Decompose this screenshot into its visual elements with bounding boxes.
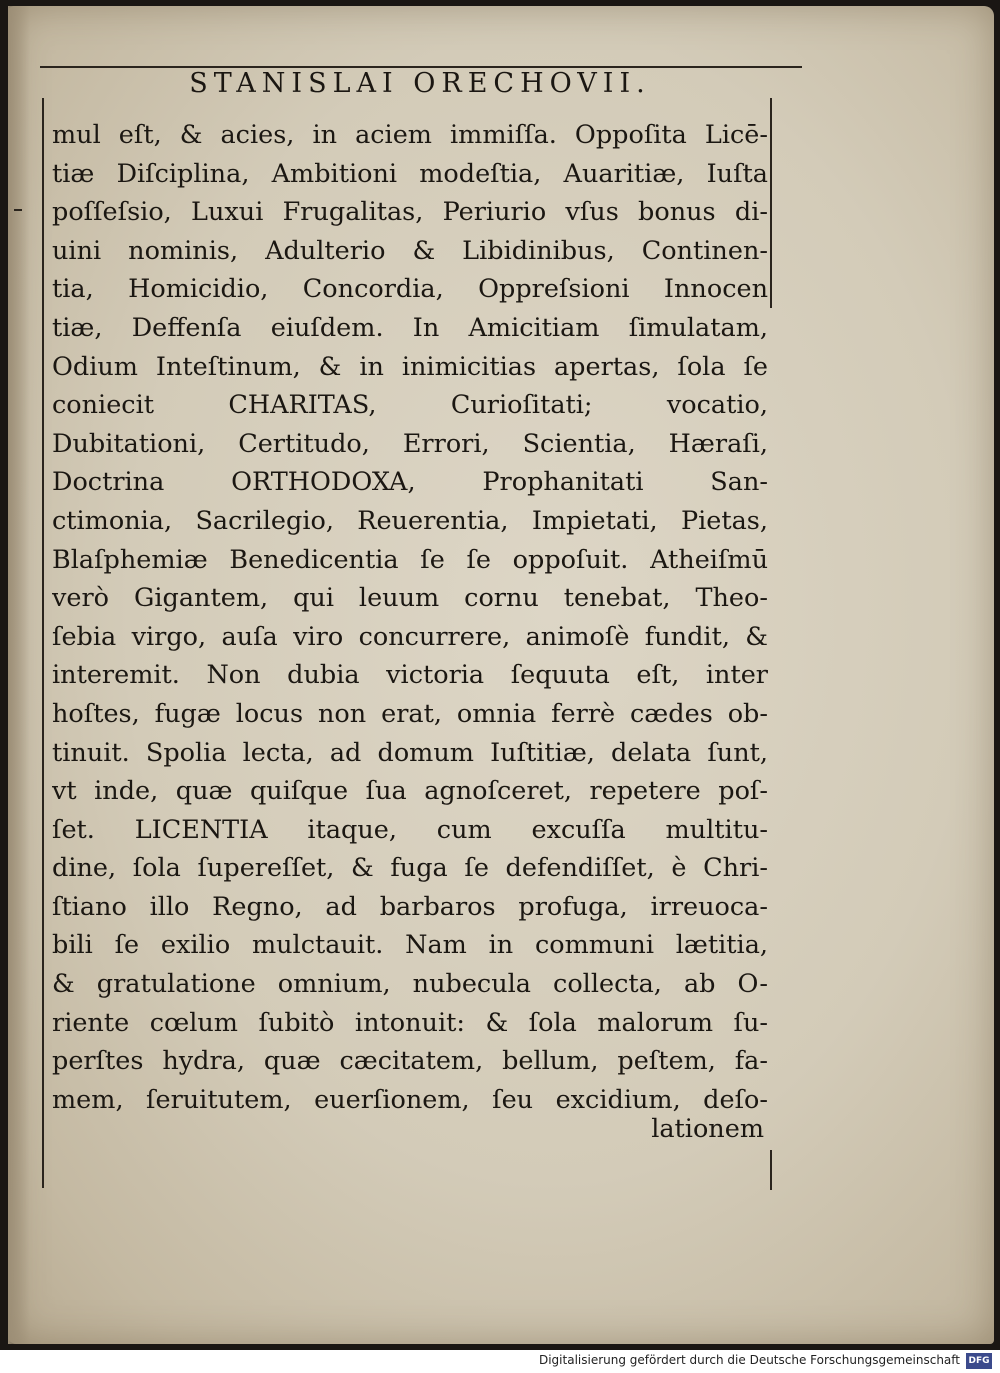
binding-gutter bbox=[8, 6, 30, 1344]
text-line: Blaſphemiæ Benedicentia ſe ſe oppoſuit. Atheiſmū bbox=[52, 544, 768, 575]
text-line: Doctrina ORTHODOXA, Prophanitati San- bbox=[52, 467, 768, 498]
text-line: tia, Homicidio, Concordia, Oppreſsioni Innocen bbox=[52, 274, 768, 305]
text-line: Odium Inteſtinum, & in inimicitias apertas, ſola ſe bbox=[52, 351, 768, 382]
text-line: ſtiano illo Regno, ad barbaros profuga, irreuoca- bbox=[52, 891, 768, 922]
text-line: verò Gigantem, qui leuum cornu tenebat, Theo- bbox=[52, 583, 768, 614]
text-line: interemit. Non dubia victoria ſequuta eſt, inter bbox=[52, 660, 768, 691]
margin-mark bbox=[14, 209, 22, 211]
text-line: mem, ſeruitutem, euerſionem, ſeu excidium, deſo- bbox=[52, 1084, 768, 1115]
text-line: tinuit. Spolia lecta, ad domum Iuſtitiæ, delata ſunt, bbox=[52, 737, 768, 768]
text-line: hoſtes, fugæ locus non erat, omnia ferrè cædes ob- bbox=[52, 698, 768, 729]
text-line: dine, ſola ſupereſſet, & fuga ſe defendiſſet, è Chri- bbox=[52, 853, 768, 884]
text-block bbox=[52, 116, 768, 1119]
text-line: perſtes hydra, quæ cæcitatem, bellum, peſtem, fa- bbox=[52, 1046, 768, 1077]
text-line: bili ſe exilio mulctauit. Nam in communi lætitia, bbox=[52, 930, 768, 961]
left-frame-rule bbox=[42, 98, 44, 1188]
right-frame-rule bbox=[770, 98, 772, 308]
text-line: coniecit CHARITAS, Curioſitati; vocatio, bbox=[52, 390, 768, 421]
digitization-credit: Digitalisierung gefördert durch die Deutsche Forschungsgemeinschaft bbox=[538, 1353, 960, 1367]
running-head: STANISLAI ORECHOVII. bbox=[189, 68, 651, 99]
text-line: poſſeſsio, Luxui Frugalitas, Periurio vſus bonus di- bbox=[52, 197, 768, 228]
text-line: ctimonia, Sacrilegio, Reuerentia, Impietati, Pietas, bbox=[52, 505, 768, 536]
right-frame-rule-lower bbox=[770, 1150, 772, 1190]
text-line: tiæ Diſciplina, Ambitioni modeſtia, Auaritiæ, Iuſta bbox=[52, 158, 768, 189]
text-line: riente cœlum ſubitò intonuit: & ſola malorum ſu- bbox=[52, 1007, 768, 1038]
text-line: Dubitationi, Certitudo, Errori, Scientia, Hæraſi, bbox=[52, 428, 768, 459]
catchword: lationem bbox=[651, 1114, 764, 1144]
footer-bar bbox=[0, 1350, 1000, 1373]
text-line: tiæ, Deffenſa eiuſdem. In Amicitiam ſimulatam, bbox=[52, 312, 768, 343]
text-line: mul eſt, & acies, in aciem immiſſa. Oppoſita Licē- bbox=[52, 120, 768, 150]
dfg-logo-icon: DFG bbox=[966, 1353, 992, 1369]
text-line: ſebia virgo, auſa viro concurrere, animoſè fundit, & bbox=[52, 621, 768, 652]
text-line: vt inde, quæ quiſque ſua agnoſceret, repetere poſ- bbox=[52, 776, 768, 807]
text-line: ſet. LICENTIA itaque, cum excuſſa multitu- bbox=[52, 814, 768, 845]
text-line: & gratulatione omnium, nubecula collecta, ab O- bbox=[52, 969, 768, 1000]
text-line: uini nominis, Adulterio & Libidinibus, Continen- bbox=[52, 235, 768, 266]
